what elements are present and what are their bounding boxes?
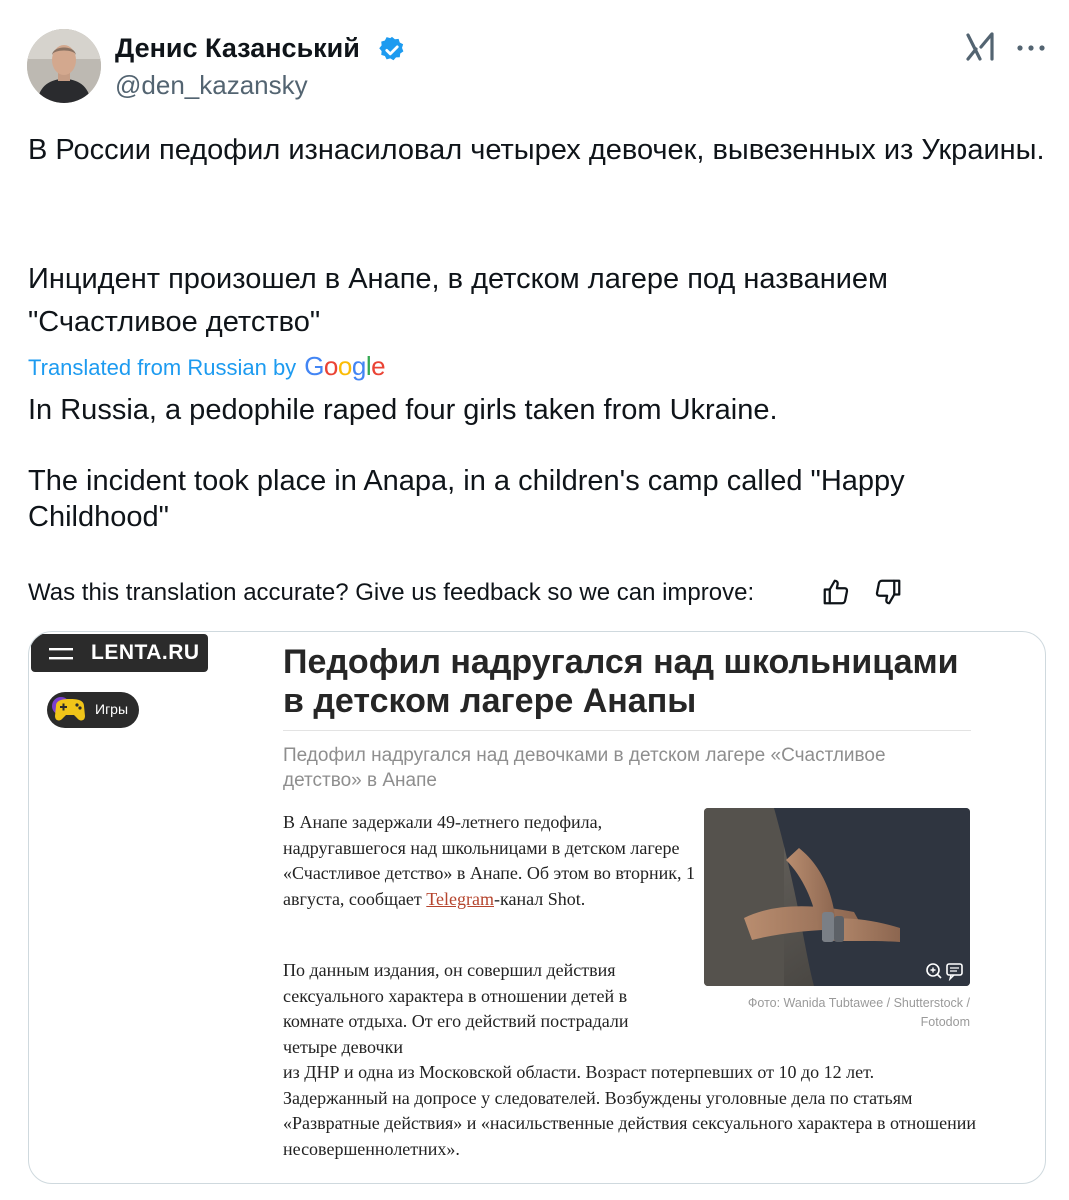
thumbs-up-icon[interactable] (821, 577, 851, 607)
translation-attribution (28, 351, 385, 382)
google-logo-letter: G (304, 351, 324, 381)
telegram-link: Telegram (426, 888, 494, 909)
lenta-logo: LENTA.RU (91, 641, 200, 664)
avatar[interactable] (27, 29, 101, 103)
tweet-translation-text-1: In Russia, a pedophile raped four girls taken from Ukraine. (28, 394, 778, 426)
article-paragraph-1 (283, 810, 703, 912)
para1-text-end: -канал Shot. (494, 888, 586, 909)
games-label: Игры (95, 701, 129, 717)
article-photo (704, 808, 970, 986)
author-handle[interactable]: @den_kazansky (115, 70, 308, 100)
hamburger-menu-icon (49, 646, 75, 662)
article-headline: Педофил надругался над школьницами в детском лагере Анапы (283, 643, 959, 720)
article-paragraph-2 (283, 958, 983, 1162)
tweet-original-text-1: В России педофил изнасиловал четырех девочек, вывезенных из Украины. (28, 134, 1045, 166)
tweet-translation-text-2: The incident took place in Anapa, in a children's camp called "Happy Childhood" (28, 465, 905, 533)
verified-badge-icon (377, 35, 407, 65)
author-name[interactable]: Денис Казанський (115, 33, 360, 63)
google-logo-letter: o (337, 351, 352, 381)
google-logo-letter: l (365, 351, 372, 381)
google-logo-letter: g (351, 351, 366, 381)
para2-text-narrow: По данным издания, он совершил действия сексуального характера в отношении детей в комнате отдыха. От его действий пострадали четыре девочки (283, 960, 629, 1057)
divider (283, 730, 971, 731)
games-pill (47, 692, 139, 728)
article-subheadline: Педофил надругался над девочками в детском лагере «Счастливое детство» в Анапе (283, 745, 886, 791)
grok-icon[interactable] (964, 30, 998, 64)
para1-text: В Анапе задержали 49-летнего педофила, надругавшегося над школьницами в детском лагере «Счастливое детство» в Анапе. Об этом во вторник, 1 августа, сообщает (283, 812, 696, 909)
translated-label: Translated from Russian by (28, 355, 297, 380)
photo-action-icons (924, 961, 966, 981)
google-logo-letter: e (371, 351, 386, 381)
google-logo[interactable] (304, 351, 385, 382)
google-logo-letter: o (323, 351, 338, 381)
para2-text-wide: из ДНР и одна из Московской области. Возраст потерпевших от 10 до 12 лет. Задержанный на допросе у следователей. Возбуждены уголовные дела по статьям «Развратные действия» и «насильственные действия сексуального характера в отношении несовершеннолетних». (283, 1062, 976, 1159)
thumbs-down-icon[interactable] (873, 577, 903, 607)
more-options-icon[interactable] (1014, 38, 1048, 58)
photo-caption: Фото: Wanida Tubtawee / Shutterstock / Fotodom (747, 996, 970, 1029)
translation-feedback-prompt: Was this translation accurate? Give us feedback so we can improve: (28, 579, 755, 606)
article-card[interactable] (28, 631, 1046, 1184)
tweet-original-text-2: Инцидент произошел в Анапе, в детском лагере под названием "Счастливое детство" (28, 263, 888, 338)
gamepad-icon (51, 694, 89, 726)
lenta-header-bar (31, 634, 208, 672)
